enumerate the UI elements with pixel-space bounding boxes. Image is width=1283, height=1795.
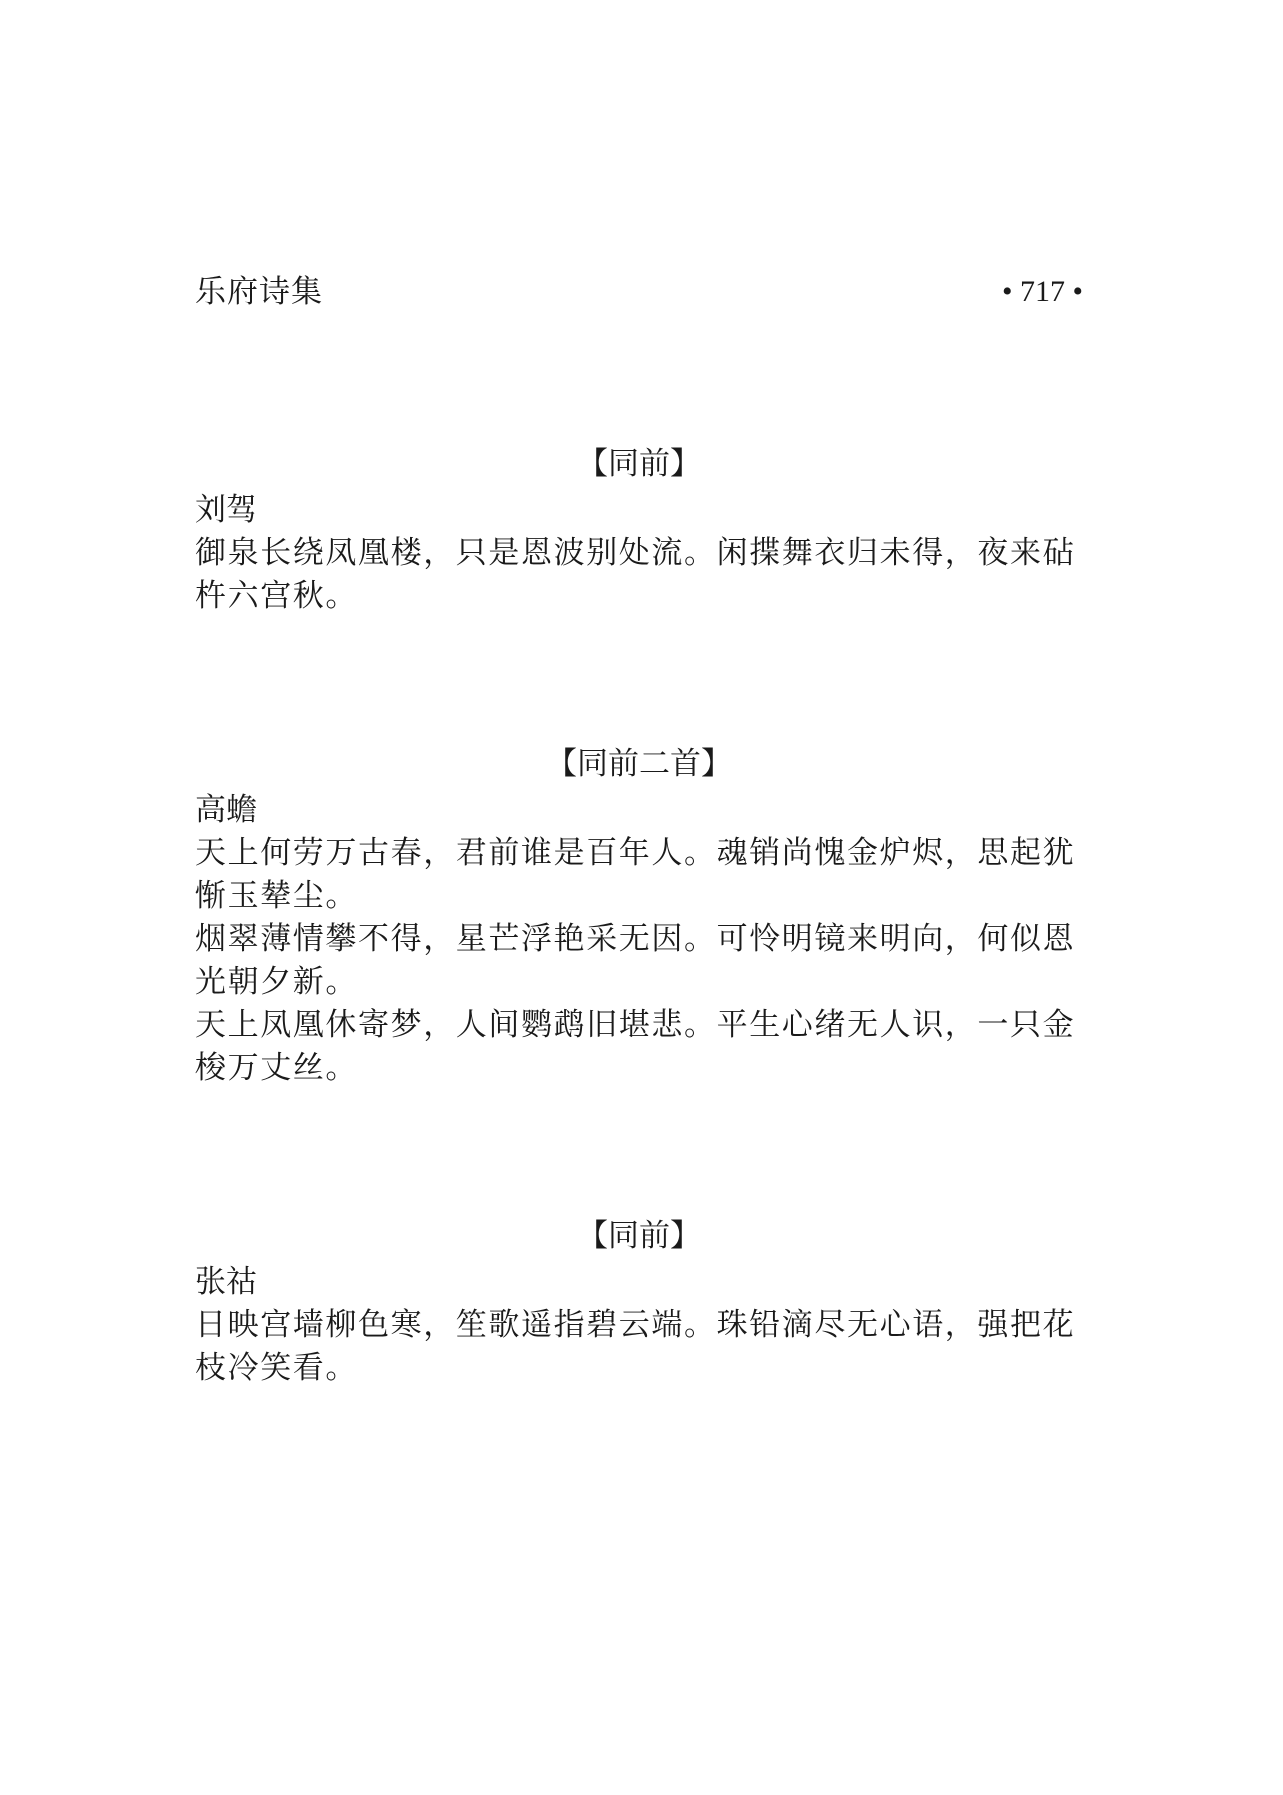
poem-title: 【同前】	[577, 1218, 701, 1254]
book-title: 乐府诗集	[195, 274, 323, 310]
page-header	[195, 272, 1083, 312]
page-number: • 717 •	[1001, 275, 1083, 308]
poem-author: 刘驾	[195, 492, 257, 528]
poem-section	[195, 444, 1090, 618]
poem-stanza: 天上凤凰休寄梦，人间鹦鹉旧堪悲。平生心绪无人识，一只金梭万丈丝。	[195, 1007, 1076, 1086]
poem-section	[195, 1216, 1090, 1390]
poem-author: 张祜	[195, 1264, 257, 1300]
poem-title: 【同前】	[577, 446, 701, 482]
poem-stanza: 天上何劳万古春，君前谁是百年人。魂销尚愧金炉烬，思起犹惭玉辇尘。	[195, 835, 1076, 914]
poem-author: 高蟾	[195, 792, 257, 828]
poem-stanza: 日映宫墙柳色寒，笙歌遥指碧云端。珠铅滴尽无心语，强把花枝冷笑看。	[195, 1307, 1076, 1386]
poem-stanza: 烟翠薄情攀不得，星芒浮艳采无因。可怜明镜来明向，何似恩光朝夕新。	[195, 921, 1076, 1000]
poem-stanza: 御泉长绕凤凰楼，只是恩波别处流。闲揲舞衣归未得，夜来砧杵六宫秋。	[195, 535, 1076, 614]
poem-title: 【同前二首】	[546, 746, 732, 782]
poem-section	[195, 744, 1090, 1090]
